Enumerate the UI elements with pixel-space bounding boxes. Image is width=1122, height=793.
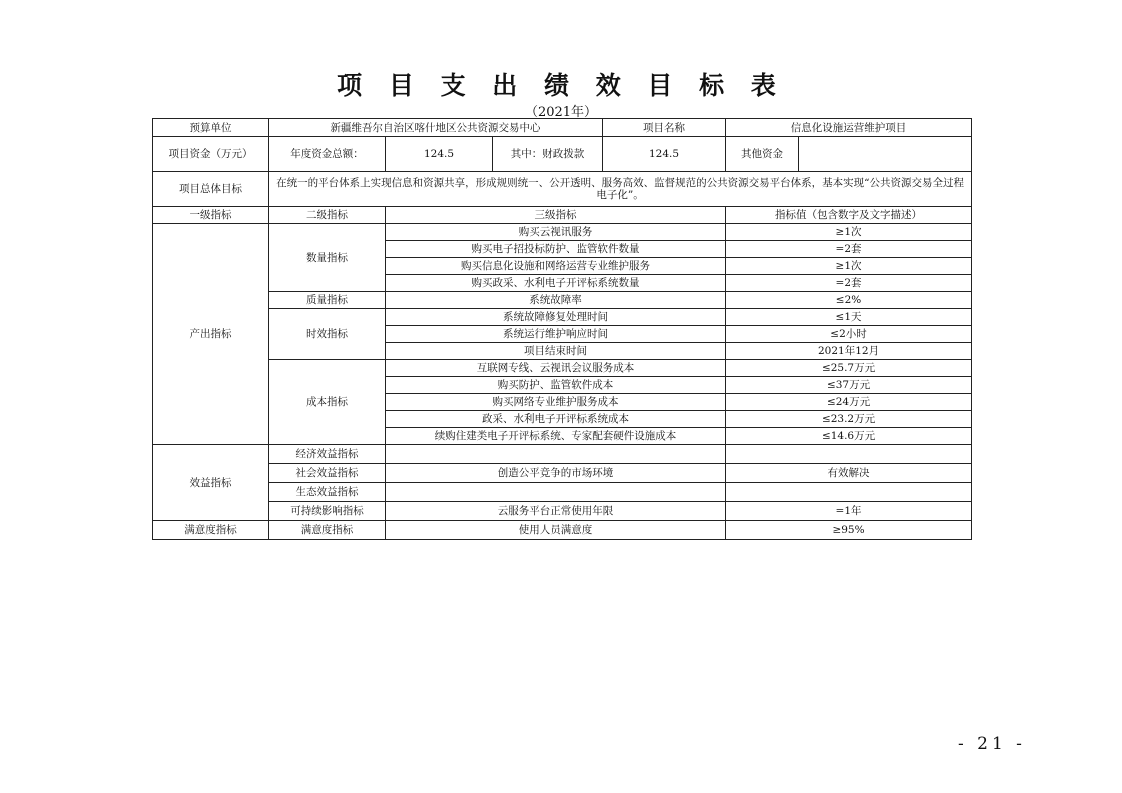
level3-indicator: 创造公平竞争的市场环境 [386,464,726,483]
level3-indicator: 系统故障修复处理时间 [386,309,726,326]
project-name-value: 信息化设施运营维护项目 [726,119,972,137]
output-indicator-label: 产出指标 [153,224,269,445]
quantity-indicator-label: 数量指标 [269,224,386,292]
indicator-value: 2021年12月 [726,343,972,360]
indicator-value: ≤23.2万元 [726,411,972,428]
other-funds-label: 其他资金 [726,137,799,172]
column-header-level2: 二级指标 [269,207,386,224]
quality-indicator-label: 质量指标 [269,292,386,309]
social-benefit-label: 社会效益指标 [269,464,386,483]
project-fund-label: 项目资金（万元） [153,137,269,172]
budget-unit-value: 新疆维吾尔自治区喀什地区公共资源交易中心 [269,119,603,137]
level3-indicator: 购买政采、水利电子开评标系统数量 [386,275,726,292]
benefit-indicator-label: 效益指标 [153,445,269,521]
level3-indicator: 系统故障率 [386,292,726,309]
indicator-value: ≥1次 [726,224,972,241]
other-funds-value [799,137,972,172]
indicator-value [726,483,972,502]
table-row [153,360,972,377]
indicator-value: ≥95% [726,521,972,540]
indicator-value: =2套 [726,241,972,258]
page-title: 项 目 支 出 绩 效 目 标 表 [337,71,785,100]
table-header-row [153,207,972,224]
level3-indicator: 购买网络专业维护服务成本 [386,394,726,411]
sustainable-impact-label: 可持续影响指标 [269,502,386,521]
table-row [153,502,972,521]
table-row [153,464,972,483]
annual-total-label: 年度资金总额： [269,137,386,172]
satisfaction-sub-label: 满意度指标 [269,521,386,540]
table-row [153,172,972,207]
fiscal-allocation-value: 124.5 [603,137,726,172]
economic-benefit-label: 经济效益指标 [269,445,386,464]
level3-indicator: 购买防护、监管软件成本 [386,377,726,394]
table-row [153,137,972,172]
overall-goal-label: 项目总体目标 [153,172,269,207]
table-row [153,483,972,502]
page-number: - 21 - [958,734,1026,754]
indicator-value: =2套 [726,275,972,292]
indicator-value: ≥1次 [726,258,972,275]
indicator-value: ≤1天 [726,309,972,326]
level3-indicator: 购买云视讯服务 [386,224,726,241]
indicator-value: 有效解决 [726,464,972,483]
indicator-value: ≤25.7万元 [726,360,972,377]
annual-total-value: 124.5 [386,137,493,172]
fiscal-allocation-label: 其中：财政拨款 [493,137,603,172]
level3-indicator: 云服务平台正常使用年限 [386,502,726,521]
column-header-level1: 一级指标 [153,207,269,224]
indicator-value [726,445,972,464]
level3-indicator [386,483,726,502]
table-row [153,224,972,241]
timeliness-indicator-label: 时效指标 [269,309,386,360]
indicator-value: =1年 [726,502,972,521]
level3-indicator: 续购住建类电子开评标系统、专家配套硬件设施成本 [386,428,726,445]
indicator-value: ≤24万元 [726,394,972,411]
level3-indicator: 项目结束时间 [386,343,726,360]
indicator-value: ≤2小时 [726,326,972,343]
level3-indicator: 互联网专线、云视讯会议服务成本 [386,360,726,377]
ecological-benefit-label: 生态效益指标 [269,483,386,502]
level3-indicator: 政采、水利电子开评标系统成本 [386,411,726,428]
project-name-label: 项目名称 [603,119,726,137]
indicator-value: ≤2% [726,292,972,309]
budget-unit-label: 预算单位 [153,119,269,137]
performance-target-table [152,118,972,540]
level3-indicator: 购买电子招投标防护、监管软件数量 [386,241,726,258]
column-header-value: 指标值（包含数字及文字描述） [726,207,972,224]
level3-indicator: 系统运行维护响应时间 [386,326,726,343]
level3-indicator: 使用人员满意度 [386,521,726,540]
cost-indicator-label: 成本指标 [269,360,386,445]
table-row [153,445,972,464]
overall-goal-value: 在统一的平台体系上实现信息和资源共享，形成规则统一、公开透明、服务高效、监督规范的公共资源交易平台体系，基本实现“公共资源交易全过程电子化”。 [269,172,972,207]
table-row [153,119,972,137]
table-row [153,309,972,326]
table-row [153,521,972,540]
indicator-value: ≤14.6万元 [726,428,972,445]
column-header-level3: 三级指标 [386,207,726,224]
table-row [153,292,972,309]
level3-indicator [386,445,726,464]
satisfaction-indicator-label: 满意度指标 [153,521,269,540]
year-subtitle: （2021年） [524,105,598,120]
indicator-value: ≤37万元 [726,377,972,394]
level3-indicator: 购买信息化设施和网络运营专业维护服务 [386,258,726,275]
